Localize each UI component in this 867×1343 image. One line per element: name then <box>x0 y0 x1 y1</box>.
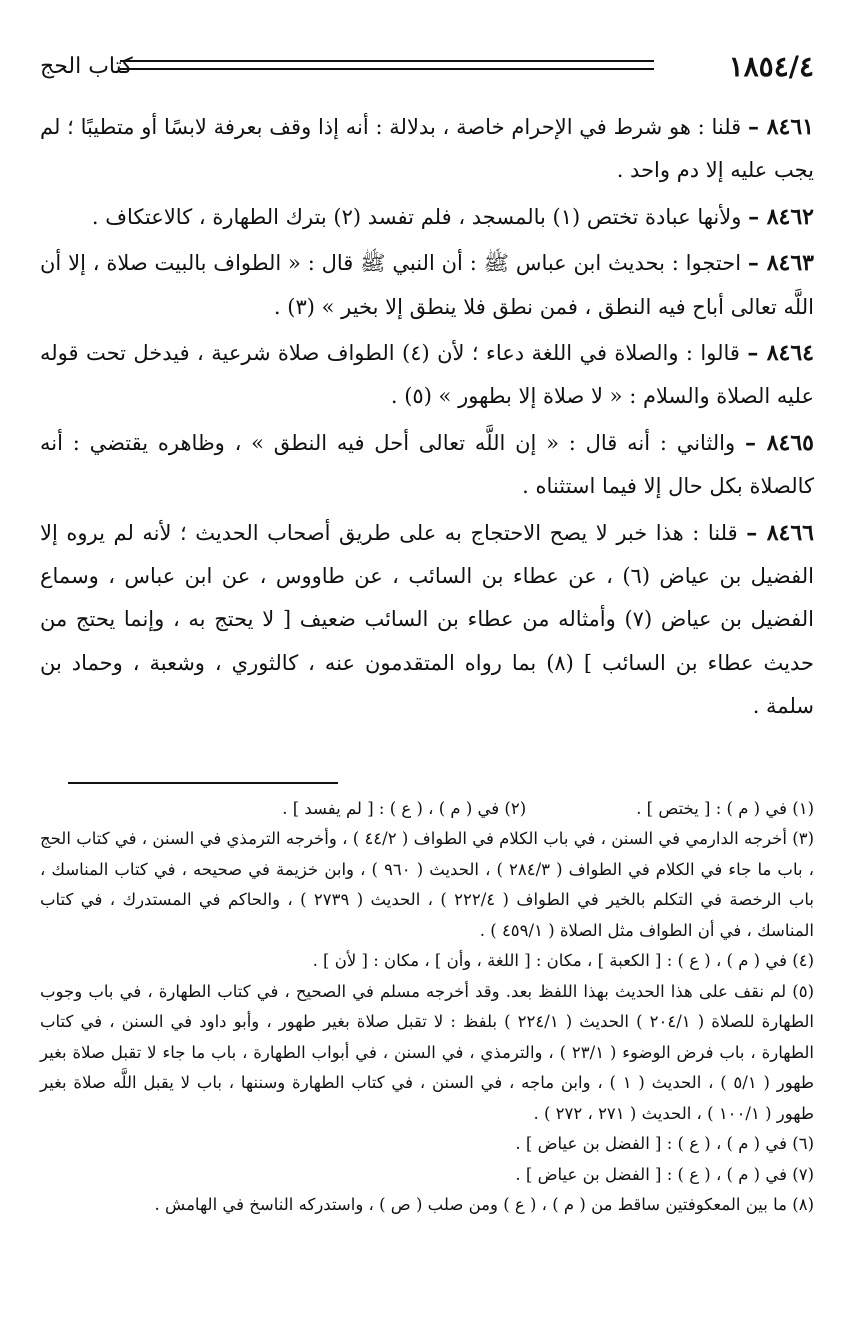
paragraph-text: ولأنها عبادة تختص (١) بالمسجد ، فلم تفسد (٢) بترك الطهارة ، كالاعتكاف . <box>91 204 749 229</box>
paragraph-8465 <box>40 422 814 509</box>
footnotes <box>40 794 814 1221</box>
footnote-4: (٤) في ( م ) ، ( ع ) : [ الكعبة ] ، مكان : [ اللغة ، وأن ] ، مكان : [ لأن ] . <box>312 951 814 970</box>
footnote-3: (٣) أخرجه الدارمي في السنن ، في باب الكلام في الطواف ( ٤٤/٢ ) ، وأخرجه الترمذي في السنن ، في كتاب الحج ، باب ما جاء في الكلام في الطواف ( ٢٨٤/٣ ) ، الحديث ( ٩٦٠ ) ، وابن خزيمة في صحيحه ، في كتاب المناسك ، باب الرخصة في التكلم بالخير في الطواف ( ٢٢٢/٤ ) ، الحديث ( ٢٧٣٩ ) ، والحاكم في المستدرك ، في كتاب المناسك ، في أن الطواف مثل الصلاة ( ٤٥٩/١ ) . <box>40 829 814 940</box>
paragraph-text: احتجوا : بحديث ابن عباس ﷺ : أن النبي ﷺ قال : « الطواف بالبيت صلاة ، إلا أن اللَّه تعالى أباح فيه النطق ، فمن نطق فلا ينطق إلا بخير » (٣) . <box>40 251 814 319</box>
paragraph-text: قلنا : هو شرط في الإحرام خاصة ، بدلالة : أنه إذا وقف بعرفة لابسًا أو متطيبًا ؛ لم يجب عليه إلا دم واحد . <box>40 115 814 183</box>
paragraph-8464 <box>40 332 814 419</box>
footnote-1: (١) في ( م ) : [ يختص ] . <box>636 799 814 818</box>
footnote-separator <box>68 782 338 784</box>
footnote-8: (٨) ما بين المعكوفتين ساقط من ( م ) ، ( ع ) ومن صلب ( ص ) ، واستدركه الناسخ في الهامش . <box>154 1195 814 1214</box>
paragraph-8463 <box>40 242 814 329</box>
paragraph-8466 <box>40 512 814 729</box>
book-page <box>40 40 814 1340</box>
paragraph-number: ٨٤٦٤ – <box>747 340 814 367</box>
paragraph-8462 <box>40 196 814 239</box>
paragraph-number: ٨٤٦٣ – <box>747 250 814 277</box>
paragraph-number: ٨٤٦٥ – <box>744 429 814 456</box>
paragraph-number: ٨٤٦٦ – <box>746 519 814 546</box>
main-text <box>40 106 814 732</box>
footnote-5: (٥) لم نقف على هذا الحديث بهذا اللفظ بعد. وقد أخرجه مسلم في الصحيح ، في كتاب الطهارة ، في باب وجوب الطهارة للصلاة ( ٢٠٤/١ ) الحديث ( ٢٢٤/١ ) بلفظ : لا تقبل صلاة بغير طهور ، وأبو داود في السنن ، في كتاب الطهارة ، باب فرض الوضوء ( ٢٣/١ ) ، والترمذي ، في السنن ، في أبواب الطهارة ، باب ما جاء لا تقبل صلاة بغير طهور ( ٥/١ ) ، الحديث ( ١ ) ، وابن ماجه ، في السنن ، في كتاب الطهارة وسننها ، باب لا يقبل اللَّه صلاة بغير طهور ( ١٠٠/١ ) ، الحديث ( ٢٧١ ، ٢٧٢ ) . <box>40 981 814 1123</box>
paragraph-8461 <box>40 106 814 193</box>
footnote-6: (٦) في ( م ) ، ( ع ) : [ الفضل بن عياض ] . <box>515 1134 814 1153</box>
footnote-2: (٢) في ( م ) ، ( ع ) : [ لم يفسد ] . <box>282 799 527 818</box>
book-title: كتاب الحج <box>40 53 133 79</box>
footnote-row-1-2 <box>40 794 814 824</box>
paragraph-text: والثاني : أنه قال : « إن اللَّه تعالى أحل فيه النطق » ، وظاهره يقتضي : أنه كالصلاة بكل حال إلا فيما استثناه . <box>40 430 814 499</box>
paragraph-number: ٨٤٦٢ – <box>748 203 814 230</box>
footnote-7: (٧) في ( م ) ، ( ع ) : [ الفضل بن عياض ] . <box>515 1164 814 1184</box>
paragraph-number: ٨٤٦١ – <box>747 114 814 140</box>
header-rule <box>120 60 654 70</box>
paragraph-text: قلنا : هذا خبر لا يصح الاحتجاج به على طريق أصحاب الحديث ؛ لأنه لم يروه إلا الفضيل بن عياض (٦) ، عن عطاء بن السائب ، عن طاووس ، عن ابن عباس ، وسماع الفضيل بن عياض (٧) وأمثاله من عطاء بن السائب ضعيف [ لا يحتج به ، وإنما يحتج من حديث عطاء بن السائب ] (٨) بما رواه المتقدمون عنه ، كالثوري ، وشعبة ، وحماد بن سلمة . <box>40 520 814 719</box>
paragraph-text: قالوا : والصلاة في اللغة دعاء ؛ لأن (٤) الطواف صلاة شرعية ، فيدخل تحت قوله عليه الصلاة والسلام : « لا صلاة إلا بطهور » (٥) . <box>40 341 814 409</box>
page-number: ١٨٥٤/٤ <box>728 49 814 83</box>
page-header <box>40 40 814 92</box>
